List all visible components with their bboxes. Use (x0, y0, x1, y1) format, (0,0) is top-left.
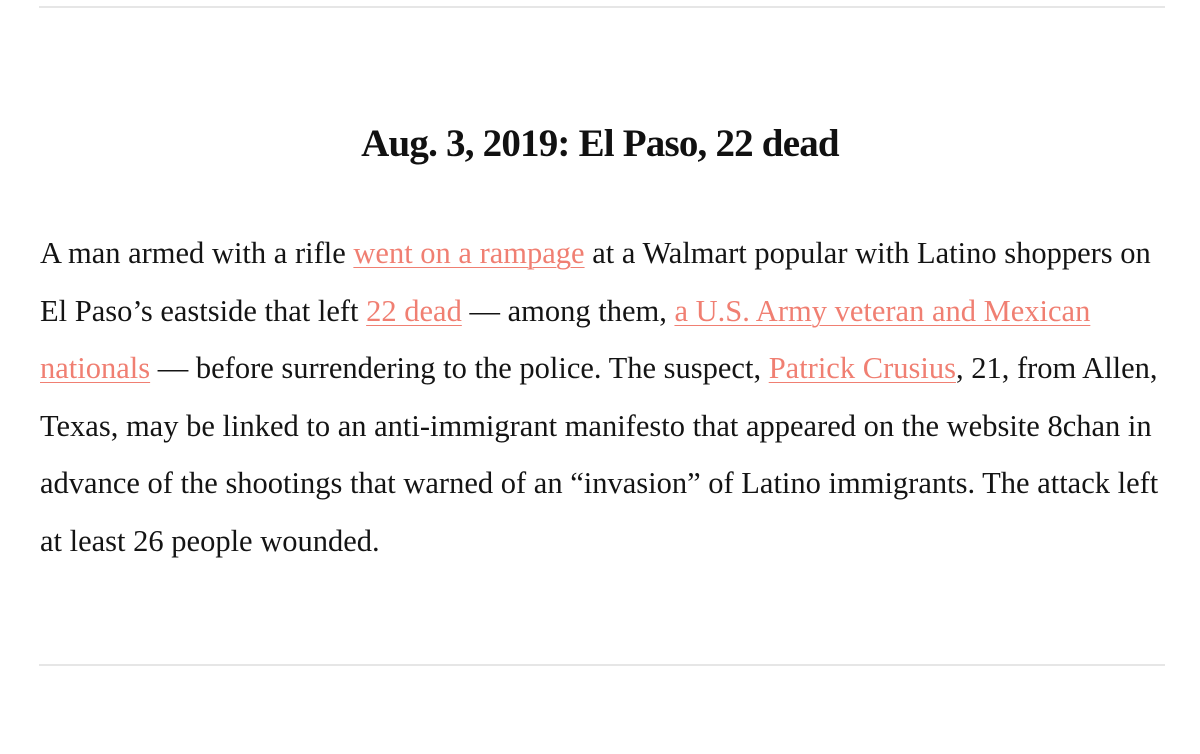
top-divider (39, 6, 1165, 8)
paragraph-text: at a Walmart popular with Latino shoppers on El Paso’s eastside that left (40, 236, 1151, 328)
rampage-link[interactable]: went on a rampage (353, 236, 585, 270)
section-headline: Aug. 3, 2019: El Paso, 22 dead (361, 122, 839, 166)
bottom-divider (39, 664, 1165, 666)
paragraph-text: A man armed with a rifle (40, 236, 354, 270)
paragraph-text: , 21, from Allen, Texas, may be linked to an anti-immigrant manifesto that appeared on the website 8chan in advance of the shootings that warned of an “invasion” of Latino immigrants. The attack left at least 26 people wounded. (40, 351, 1159, 558)
article-paragraph (40, 225, 1168, 570)
suspect-link[interactable]: Patrick Crusius (768, 351, 956, 385)
paragraph-text: — among them, (461, 293, 675, 328)
victims-link[interactable]: a U.S. Army veteran and Mexican nationals (40, 293, 1091, 385)
paragraph-text: — before surrendering to the police. The suspect, (150, 351, 769, 385)
dead-count-link[interactable]: 22 dead (366, 293, 462, 328)
